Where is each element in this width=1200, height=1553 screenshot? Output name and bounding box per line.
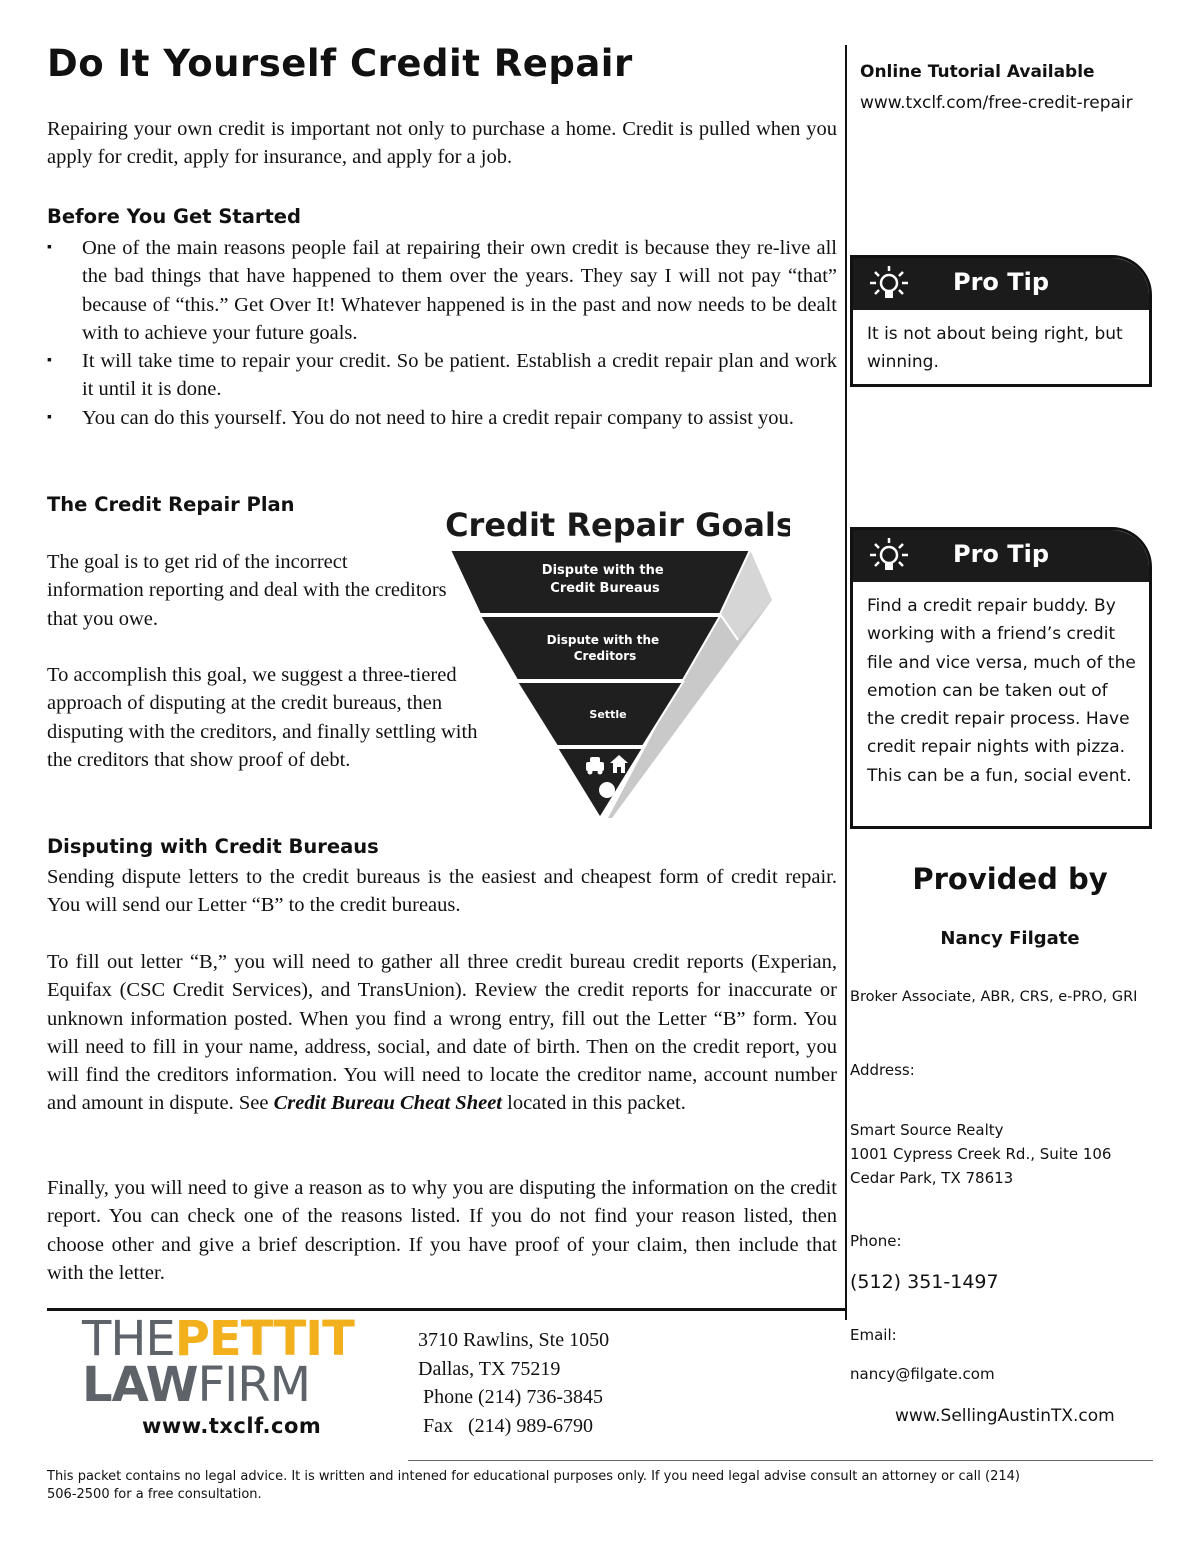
address-block [850, 1118, 1111, 1190]
phone-label: Phone: [850, 1232, 902, 1250]
disputing-paragraph-1: Sending dispute letters to the credit bureaus is the easiest and cheapest form of credit repair. You will send our Letter “B” to the credit bureaus. [47, 866, 837, 917]
pro-tip-label: Pro Tip [953, 268, 1050, 296]
pro-tip-box-1 [850, 255, 1152, 387]
firm-address-block [418, 1326, 609, 1440]
goals-title: Credit Repair Goals [445, 506, 790, 544]
pro-tip-text: It is not about being right, but winning. [867, 324, 1123, 373]
plan-paragraph-2: To accomplish this goal, we suggest a three-tiered approach of disputing at the credit bureaus, then disputing with the creditors, and finally settling with the creditors that show proof of debt. [47, 664, 478, 771]
pro-tip-header [853, 530, 1149, 582]
pro-tip-label: Pro Tip [953, 540, 1050, 568]
phone-number[interactable]: (512) 351-1497 [850, 1271, 999, 1293]
list-item: ▪ One of the main reasons people fail at repairing their own credit is because they re-live all the bad things that have happened to them over the years. They say I will not pay “that” because of “this.” Get Over It! Whatever happened is in the past and now needs to be dealt with to achieve your future goals. [47, 234, 837, 347]
firm-address-line: Dallas, TX 75219 [418, 1357, 561, 1380]
intro-paragraph: Repairing your own credit is important not only to purchase a home. Credit is pulled when you apply for credit, apply for insurance, and apply for a job. [47, 118, 837, 169]
list-item: ▪ It will take time to repair your credit. So be patient. Establish a credit repair plan and work it until it is done. [47, 347, 837, 404]
legal-disclaimer: This packet contains no legal advice. It is written and intened for educational purposes only. If you need legal advise consult an attorney or call (214) 506-2500 for a free consultation. [47, 1469, 1020, 1502]
pro-tip-box-2 [850, 527, 1152, 829]
firm-fax: Fax (214) 989-6790 [418, 1414, 593, 1437]
pro-tip-text: Find a credit repair buddy. By working with a friend’s credit file and vice versa, much of the emotion can be taken out of the credit repair process. Have credit repair nights with pizza. This can be a fun, social event. [867, 596, 1136, 786]
address-line: 1001 Cypress Creek Rd., Suite 106 [850, 1145, 1112, 1163]
address-line: Smart Source Realty [850, 1121, 1004, 1139]
before-bullet-list [47, 234, 837, 432]
lightbulb-icon [869, 536, 909, 576]
plan-paragraph-1: The goal is to get rid of the incorrect information reporting and deal with the creditors that you owe. [47, 551, 447, 630]
credit-repair-goals-graphic [430, 500, 790, 830]
lightbulb-icon [869, 264, 909, 304]
tier-1-label: Dispute with the Credit Bureaus [541, 563, 664, 596]
coin-icon [599, 782, 615, 798]
tier-2-label: Dispute with the Creditors [546, 633, 660, 663]
plan-heading: The Credit Repair Plan [47, 493, 295, 516]
address-label: Address: [850, 1061, 915, 1079]
online-tutorial-link[interactable]: www.txclf.com/free-credit-repair [860, 93, 1133, 113]
pro-tip-header [853, 258, 1149, 310]
column-divider [845, 45, 847, 1320]
tier-3-label: Settle [589, 708, 627, 721]
agent-name: Nancy Filgate [940, 928, 1080, 949]
before-heading: Before You Get Started [47, 205, 301, 228]
goals-pyramid [430, 500, 790, 830]
firm-phone: Phone (214) 736-3845 [418, 1386, 603, 1408]
provided-by-heading: Provided by [912, 862, 1108, 896]
firm-address-line: 3710 Rawlins, Ste 1050 [418, 1329, 610, 1351]
logo-line-1: THEPETTIT [82, 1311, 354, 1367]
agent-title: Broker Associate, ABR, CRS, e-PRO, GRI [850, 989, 1138, 1005]
cheat-sheet-reference: Credit Bureau Cheat Sheet [273, 1092, 502, 1115]
email-label: Email: [850, 1326, 897, 1344]
address-line: Cedar Park, TX 78613 [850, 1169, 1014, 1187]
disputing-paragraph-2-text: To fill out letter “B,” you will need to gather all three credit bureau credit reports (Experian, Equifax (CSC Credit Services), and TransUnion). Review the credit reports for inaccurate or unknown information posted. When you find a wrong entry, fill out the Letter “B” form. You will need to fill in your name, address, social, and date of birth. Then on the credit report, you will find the creditors information. You will need to locate the creditor name, account number and amount in dispute. See [47, 951, 837, 1115]
disputing-paragraph-2-end: located in this packet. [502, 1092, 686, 1115]
disputing-paragraph-3: Finally, you will need to give a reason as to why you are disputing the information on the credit report. You can check one of the reasons listed. If you do not find your reason listed, then choose other and give a brief description. If you have proof of your claim, then include that with the letter. [47, 1177, 837, 1284]
tier-2-shape [480, 616, 720, 680]
footer-rule [408, 1460, 1153, 1461]
disputing-heading: Disputing with Credit Bureaus [47, 835, 379, 858]
page-title: Do It Yourself Credit Repair [47, 42, 633, 85]
online-tutorial-heading: Online Tutorial Available [860, 62, 1095, 82]
list-item: ▪ You can do this yourself. You do not need to hire a credit repair company to assist you. [47, 404, 837, 432]
email-address[interactable]: nancy@filgate.com [850, 1365, 995, 1383]
firm-website-link[interactable]: www.txclf.com [142, 1414, 322, 1438]
logo-line-2: LAWFIRM [82, 1357, 311, 1413]
pettit-law-firm-logo [82, 1311, 392, 1438]
agent-website-link[interactable]: www.SellingAustinTX.com [895, 1406, 1115, 1426]
disputing-paragraph-2 [47, 948, 837, 1118]
